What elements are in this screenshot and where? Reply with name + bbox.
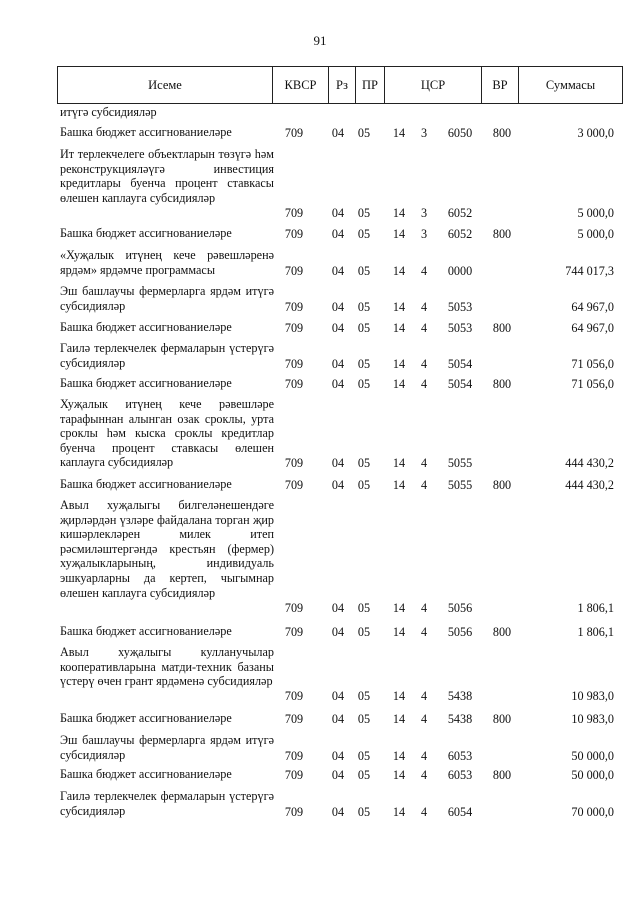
row-csr-program: 14 [392,601,406,615]
row-name: Башка бюджет ассигнованиеләре [60,125,232,139]
table-row [0,105,640,121]
row-csr-program: 14 [392,712,406,726]
page-number: 91 [313,33,327,48]
table-row [0,711,640,727]
row-csr-subprogram: 3 [420,227,428,241]
table-row [0,645,640,704]
row-name: «Хуҗалык итүнең кече рәвешләренә ярдәм» ярдәмче программасы [60,248,274,277]
row-vr: 800 [492,321,512,335]
row-csr-code: 6054 [447,805,473,819]
header-kvsr: КВСР [273,67,329,103]
row-sum: 70 000,0 [571,805,614,819]
row-csr-subprogram: 4 [420,264,428,278]
row-pr: 05 [357,805,371,819]
row-csr-program: 14 [392,749,406,763]
row-csr-code: 5054 [447,357,473,371]
row-csr-subprogram: 4 [420,712,428,726]
row-vr [487,300,517,315]
row-pr: 05 [357,321,371,335]
row-csr-code: 6052 [447,206,473,220]
row-pr: 05 [357,357,371,371]
row-sum: 50 000,0 [571,768,614,782]
row-rz: 04 [331,321,345,335]
row-csr-subprogram: 4 [420,749,428,763]
row-name: Авыл хуҗалыгы кулланучылар кооперативларына матди-техник базаны үстерү өчен грант ярдәменә субсидияләр [60,645,274,689]
row-vr [487,357,517,372]
row-pr: 05 [357,227,371,241]
row-sum: 1 806,1 [577,625,614,639]
row-csr-code: 6053 [447,768,473,782]
row-rz: 04 [331,689,345,703]
table-row [0,341,640,372]
table-row [0,624,640,640]
row-csr-code: 6053 [447,749,473,763]
row-csr-code: 0000 [447,264,473,278]
row-pr: 05 [357,768,371,782]
row-vr [487,206,517,221]
row-name: Эш башлаучы фермерларга ярдәм итүгә субсидияләр [60,284,274,313]
row-csr-subprogram: 3 [420,206,428,220]
row-csr-subprogram: 3 [420,126,428,140]
row-vr [487,805,517,820]
row-sum: 64 967,0 [571,321,614,335]
row-kvsr: 709 [284,357,304,371]
row-csr-program: 14 [392,321,406,335]
row-pr: 05 [357,712,371,726]
row-name: Башка бюджет ассигнованиеләре [60,477,232,491]
row-csr-code: 5438 [447,689,473,703]
row-csr-program: 14 [392,625,406,639]
row-kvsr: 709 [284,300,304,314]
row-kvsr: 709 [284,206,304,220]
table-header [57,66,623,104]
row-kvsr: 709 [284,805,304,819]
row-name: Башка бюджет ассигнованиеләре [60,767,232,781]
row-rz: 04 [331,264,345,278]
row-pr: 05 [357,377,371,391]
row-vr [487,689,517,704]
row-kvsr: 709 [284,625,304,639]
row-csr-code: 5053 [447,321,473,335]
row-csr-subprogram: 4 [420,357,428,371]
row-vr: 800 [492,377,512,391]
table-row [0,767,640,783]
table-row [0,284,640,315]
row-pr: 05 [357,601,371,615]
table-row [0,147,640,221]
row-name: Башка бюджет ассигнованиеләре [60,226,232,240]
row-pr: 05 [357,206,371,220]
row-vr [487,749,517,764]
row-kvsr: 709 [284,768,304,782]
table-row [0,125,640,141]
row-name: Гаилә терлекчелек фермаларын үстерүгә субсидияләр [60,341,274,370]
row-name: Эш башлаучы фермерларга ярдәм итүгә субсидияләр [60,733,274,762]
header-csr: ЦСР [385,67,482,103]
row-csr-subprogram: 4 [420,625,428,639]
table-row [0,733,640,764]
row-csr-program: 14 [392,377,406,391]
row-kvsr: 709 [284,321,304,335]
row-csr-code: 6052 [447,227,473,241]
row-sum: 10 983,0 [571,712,614,726]
row-pr: 05 [357,625,371,639]
row-csr-program: 14 [392,478,406,492]
row-rz: 04 [331,601,345,615]
table-row [0,376,640,392]
row-csr-subprogram: 4 [420,456,428,470]
row-csr-program: 14 [392,768,406,782]
row-rz: 04 [331,456,345,470]
row-name: Башка бюджет ассигнованиеләре [60,376,232,390]
header-vr: ВР [482,67,519,103]
row-vr: 800 [492,768,512,782]
row-vr [487,456,517,471]
row-csr-program: 14 [392,227,406,241]
row-name: Авыл хуҗалыгы билгеләнешендәге җирләрдән үзләре файдалана торган җир кишәрлекләрен милек итеп рәсмиләштергәндә крестьян (фермер) хуҗалыкларының, индивидуаль эшкуарларны да кертеп, чыгымнар өлешен каплауга субсидияләр [60,498,274,600]
row-vr: 800 [492,126,512,140]
row-kvsr: 709 [284,456,304,470]
row-csr-program: 14 [392,805,406,819]
row-rz: 04 [331,300,345,314]
row-vr [487,601,517,616]
header-rz: Рз [329,67,356,103]
row-kvsr: 709 [284,712,304,726]
row-csr-subprogram: 4 [420,300,428,314]
row-sum: 1 806,1 [577,601,614,615]
row-name: итүгә субсидияләр [60,105,157,119]
row-kvsr: 709 [284,264,304,278]
row-pr: 05 [357,689,371,703]
row-csr-code: 5055 [447,456,473,470]
row-pr: 05 [357,264,371,278]
row-sum: 71 056,0 [571,357,614,371]
table-row [0,397,640,471]
row-rz: 04 [331,625,345,639]
table-row [0,248,640,279]
row-csr-program: 14 [392,357,406,371]
row-vr: 800 [492,712,512,726]
table-row [0,498,640,616]
row-name: Башка бюджет ассигнованиеләре [60,711,232,725]
row-sum: 444 430,2 [565,456,614,470]
row-csr-program: 14 [392,689,406,703]
row-kvsr: 709 [284,601,304,615]
row-sum: 71 056,0 [571,377,614,391]
header-name: Исеме [58,67,273,103]
row-vr: 800 [492,227,512,241]
row-vr: 800 [492,478,512,492]
row-rz: 04 [331,377,345,391]
row-csr-program: 14 [392,456,406,470]
row-sum: 744 017,3 [565,264,614,278]
row-sum: 50 000,0 [571,749,614,763]
row-rz: 04 [331,206,345,220]
row-name: Хуҗалык итүнең кече рәвешләре тарафыннан алынган озак сроклы, урта сроклы һәм кыска сроклы кредитлар буенча процент ставкасы өлешен каплауга субсидияләр [60,397,274,470]
row-sum: 5 000,0 [577,206,614,220]
row-csr-subprogram: 4 [420,377,428,391]
row-kvsr: 709 [284,749,304,763]
row-rz: 04 [331,357,345,371]
row-kvsr: 709 [284,227,304,241]
row-csr-program: 14 [392,126,406,140]
row-sum: 444 430,2 [565,478,614,492]
row-csr-program: 14 [392,264,406,278]
table-row [0,477,640,493]
row-kvsr: 709 [284,478,304,492]
row-rz: 04 [331,805,345,819]
row-pr: 05 [357,126,371,140]
row-kvsr: 709 [284,377,304,391]
row-rz: 04 [331,712,345,726]
row-rz: 04 [331,768,345,782]
header-sum: Суммасы [545,78,596,92]
row-rz: 04 [331,227,345,241]
row-csr-subprogram: 4 [420,689,428,703]
row-vr: 800 [492,625,512,639]
row-sum: 64 967,0 [571,300,614,314]
row-csr-code: 5056 [447,601,473,615]
row-csr-code: 5053 [447,300,473,314]
row-name: Гаилә терлекчелек фермаларын үстерүгә субсидияләр [60,789,274,818]
row-csr-subprogram: 4 [420,321,428,335]
table-row [0,320,640,336]
row-sum: 5 000,0 [577,227,614,241]
row-csr-code: 5054 [447,377,473,391]
row-csr-program: 14 [392,206,406,220]
row-vr [487,264,517,279]
row-name: Башка бюджет ассигнованиеләре [60,320,232,334]
row-sum: 10 983,0 [571,689,614,703]
row-rz: 04 [331,478,345,492]
row-kvsr: 709 [284,126,304,140]
row-rz: 04 [331,126,345,140]
row-sum: 3 000,0 [577,126,614,140]
row-kvsr: 709 [284,689,304,703]
row-csr-code: 5438 [447,712,473,726]
table-row [0,226,640,242]
row-csr-subprogram: 4 [420,768,428,782]
row-csr-subprogram: 4 [420,805,428,819]
row-csr-code: 5055 [447,478,473,492]
row-csr-code: 5056 [447,625,473,639]
row-csr-subprogram: 4 [420,478,428,492]
row-pr: 05 [357,456,371,470]
header-pr: ПР [356,67,385,103]
row-csr-program: 14 [392,300,406,314]
row-pr: 05 [357,749,371,763]
row-csr-subprogram: 4 [420,601,428,615]
table-row [0,789,640,820]
row-name: Башка бюджет ассигнованиеләре [60,624,232,638]
row-name: Ит терлекчелеге объектларын төзүгә һәм реконструкцияләүгә инвестиция кредитлары буенча процент ставкасы өлешен каплауга субсидияләр [60,147,274,205]
row-csr-code: 6050 [447,126,473,140]
row-pr: 05 [357,300,371,314]
row-rz: 04 [331,749,345,763]
row-pr: 05 [357,478,371,492]
